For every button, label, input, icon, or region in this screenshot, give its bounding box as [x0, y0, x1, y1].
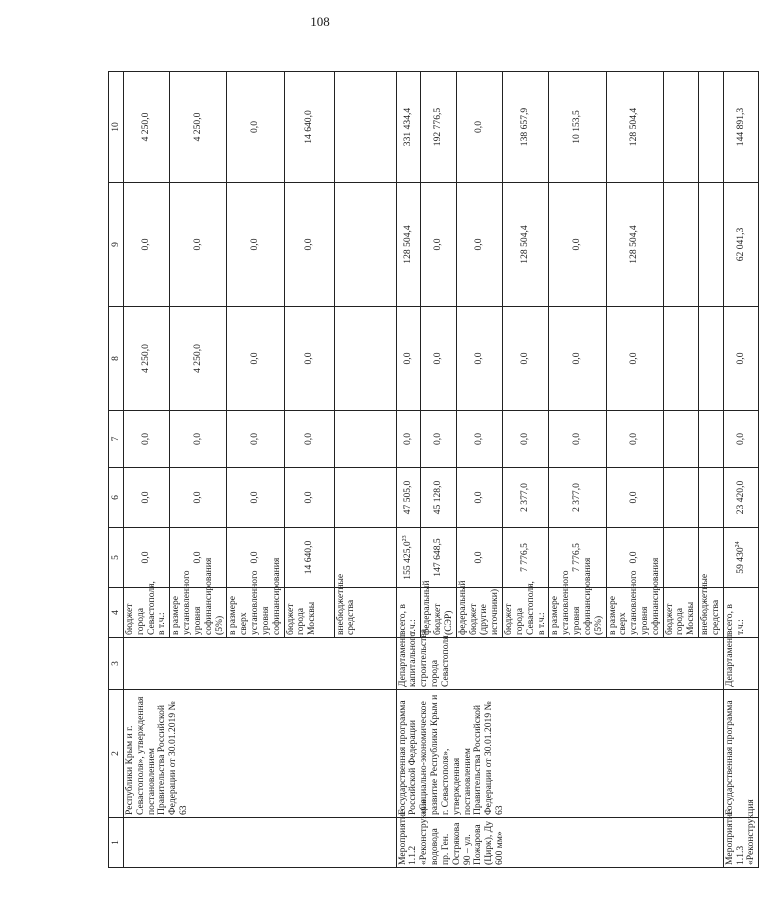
value-text: 128 504,4: [628, 225, 640, 264]
value-cell: [663, 468, 698, 528]
column-number-4: 4: [109, 588, 124, 638]
value-text: 128 504,4: [519, 225, 531, 264]
value-cell: [663, 307, 698, 411]
value-cell: [663, 183, 698, 307]
value-text: 144 891,3: [734, 107, 746, 147]
value-text: 0,0: [472, 551, 484, 564]
value-cell: [170, 528, 227, 588]
value-cell: [396, 183, 421, 307]
executor-cell: [124, 638, 397, 690]
value-text: 0,0: [302, 433, 314, 445]
value-text: 45 128,0: [432, 480, 444, 515]
value-text: 0,0: [402, 433, 413, 445]
value-text: 0,0: [140, 491, 152, 504]
funding-source-cell: всего, в т.ч.:: [723, 588, 758, 638]
value-text: 14 640,0: [302, 110, 314, 144]
value-cell: [503, 307, 549, 411]
value-cell: [503, 411, 549, 468]
value-text: 0,0: [249, 433, 261, 445]
value-cell: [227, 411, 284, 468]
value-text: 0,0: [302, 238, 314, 251]
value-text: 0,0: [734, 352, 746, 365]
funding-source-cell: федеральный бюджет (СЭР): [421, 588, 456, 638]
value-cell: [606, 307, 663, 411]
value-text: 0,0: [628, 551, 640, 564]
value-cell: [549, 528, 606, 588]
value-cell: [723, 411, 758, 468]
value-text: 155 425,0: [402, 541, 414, 580]
value-cell: [396, 528, 421, 588]
value-cell: [606, 183, 663, 307]
value-cell: [334, 307, 396, 411]
funding-source-cell: внебюджетные средства: [699, 588, 724, 638]
value-cell: [227, 183, 284, 307]
value-text: 0,0: [191, 551, 203, 564]
value-cell: [334, 72, 396, 183]
value-text: 331 434,4: [402, 107, 413, 147]
value-cell: [170, 183, 227, 307]
funding-source-cell: в размере установленного уровня софинансирования (5%): [549, 588, 606, 638]
value-cell: [124, 72, 170, 183]
value-text: 14 640,0: [302, 540, 314, 575]
funding-source-cell: в размере сверх установленного уровня софинансирования: [606, 588, 663, 638]
budget-table: [108, 71, 759, 868]
value-text: 0,0: [472, 352, 484, 365]
value-text: 0,0: [191, 433, 203, 445]
rotated-table-container: [108, 72, 757, 868]
value-cell: [503, 183, 549, 307]
value-cell: [284, 183, 334, 307]
value-cell: [699, 468, 724, 528]
value-cell: [124, 528, 170, 588]
value-text: 0,0: [519, 352, 531, 365]
value-text: 4 250,0: [140, 344, 152, 373]
value-cell: [456, 528, 502, 588]
value-text: 0,0: [628, 433, 640, 445]
page-number: 108: [310, 14, 330, 29]
funding-source-cell: в размере сверх установленного уровня софинансирования: [227, 588, 284, 638]
table-row: [124, 72, 170, 868]
value-cell: [124, 468, 170, 528]
funding-source-cell: внебюджетные средства: [334, 588, 396, 638]
funding-source-cell: бюджет города Севастополя, в т.ч.:: [124, 588, 170, 638]
value-cell: [170, 307, 227, 411]
value-text: 0,0: [734, 433, 746, 445]
value-cell: [170, 72, 227, 183]
value-text: 0,0: [472, 433, 484, 445]
column-number-2: 2: [109, 690, 124, 818]
value-text: 0,0: [140, 433, 152, 445]
value-cell: [421, 307, 456, 411]
value-text: 0,0: [140, 238, 152, 251]
value-text: 0,0: [571, 433, 583, 445]
column-number-6: 6: [109, 468, 124, 528]
value-text: 62 041,3: [734, 227, 746, 262]
value-cell: [396, 468, 421, 528]
value-text: 10 153,5: [571, 110, 583, 144]
value-text: 0,0: [472, 121, 484, 133]
value-text: 4 250,0: [140, 112, 152, 142]
value-cell: [606, 468, 663, 528]
value-text: 0,0: [302, 352, 314, 365]
measure-cell: Мероприятие 1.1.3 «Реконструкция: [723, 818, 758, 868]
value-cell: [663, 72, 698, 183]
program-cell: Республики Крым и г. Севастополя», утвержденная постановлением Правительства Российской Федерации от 30.01.2019 № 63: [124, 690, 397, 818]
value-text: 47 505,0: [402, 480, 413, 515]
program-cell: Государственная программа Российской Федерации «Социально-экономическое развитие Республики Крым и г. Севастополя», утвержденная постановлением Правительства Российской Федерации от 30.01.2019 № 63: [396, 690, 723, 818]
value-cell: [663, 411, 698, 468]
value-cell: [396, 307, 421, 411]
funding-source-cell: бюджет города Севастополя, в т.ч.:: [503, 588, 549, 638]
value-text: 0,0: [302, 491, 314, 504]
value-text: 147 648,5: [432, 538, 444, 577]
value-text: 2 377,0: [519, 483, 531, 512]
value-text: 0,0: [432, 433, 444, 445]
value-cell: [284, 468, 334, 528]
value-text: 0,0: [249, 121, 261, 133]
column-number-3: 3: [109, 638, 124, 690]
value-cell: [549, 183, 606, 307]
funding-source-cell: в размере установленного уровня софинансирования (5%): [170, 588, 227, 638]
value-cell: [606, 411, 663, 468]
value-cell: [421, 528, 456, 588]
value-cell: [396, 72, 421, 183]
value-text: 0,0: [432, 238, 444, 251]
executor-cell: Департамент капитального строительства города Севастополя: [396, 638, 723, 690]
value-text: 0,0: [571, 238, 583, 251]
value-text: 0,0: [402, 352, 413, 365]
table-row: [723, 72, 758, 868]
value-cell: [334, 468, 396, 528]
value-cell: [227, 307, 284, 411]
value-cell: [549, 307, 606, 411]
value-cell: [723, 183, 758, 307]
measure-cell: [124, 818, 397, 868]
value-cell: [124, 307, 170, 411]
funding-source-cell: бюджет города Москвы: [284, 588, 334, 638]
value-text: 59 430: [735, 547, 747, 574]
value-cell: [170, 411, 227, 468]
value-cell: [456, 183, 502, 307]
value-text: 138 657,9: [519, 107, 531, 147]
column-number-7: 7: [109, 411, 124, 468]
value-text: 0,0: [472, 491, 484, 504]
value-cell: [456, 307, 502, 411]
value-text: 0,0: [628, 491, 640, 504]
funding-source-cell: всего, в т.ч.:: [396, 588, 421, 638]
value-cell: [456, 411, 502, 468]
funding-source-cell: федеральный бюджет (другие источники): [456, 588, 502, 638]
value-cell: [284, 72, 334, 183]
value-cell: [284, 307, 334, 411]
value-cell: [723, 72, 758, 183]
header-row: [109, 72, 124, 868]
value-cell: [227, 468, 284, 528]
value-cell: [723, 468, 758, 528]
value-cell: [284, 411, 334, 468]
value-cell: [227, 72, 284, 183]
value-cell: [334, 183, 396, 307]
value-cell: [699, 307, 724, 411]
measure-cell: Мероприятие 1.1.2 «Реконструкция водовода пр. Ген. Острякова 90 – ул. Пожарова (Цирк), Ду 600 мм»: [396, 818, 723, 868]
value-cell: [456, 72, 502, 183]
value-cell: [606, 72, 663, 183]
column-number-10: 10: [109, 72, 124, 183]
value-cell: [421, 468, 456, 528]
value-text: 23 420,0: [734, 480, 746, 515]
value-text: 128 504,4: [402, 225, 413, 264]
value-text: 0,0: [628, 352, 640, 365]
value-cell: [699, 72, 724, 183]
program-cell: Государственная программа: [723, 690, 758, 818]
value-text: 128 504,4: [628, 107, 640, 147]
value-text: 7 776,5: [571, 543, 583, 572]
column-number-8: 8: [109, 307, 124, 411]
value-cell: [421, 411, 456, 468]
value-text: 0,0: [249, 491, 261, 504]
value-text: 0,0: [472, 238, 484, 251]
value-cell: [549, 468, 606, 528]
value-cell: [503, 72, 549, 183]
value-cell: [284, 528, 334, 588]
value-text: 0,0: [519, 433, 531, 445]
value-text: 0,0: [571, 352, 583, 365]
funding-source-cell: бюджет города Москвы: [663, 588, 698, 638]
column-number-9: 9: [109, 183, 124, 307]
value-cell: [396, 411, 421, 468]
table-row: [396, 72, 421, 868]
value-text: 2 377,0: [571, 483, 583, 512]
value-cell: [699, 183, 724, 307]
value-cell: [723, 307, 758, 411]
value-text: 0,0: [432, 352, 444, 365]
value-text: 7 776,5: [519, 543, 531, 572]
executor-cell: Департамент: [723, 638, 758, 690]
value-cell: [699, 411, 724, 468]
value-cell: [723, 528, 758, 588]
value-cell: [549, 411, 606, 468]
value-text: 192 776,5: [432, 107, 444, 147]
value-cell: [456, 468, 502, 528]
value-cell: [421, 72, 456, 183]
value-cell: [549, 72, 606, 183]
value-text: 0,0: [249, 352, 261, 365]
value-cell: [663, 528, 698, 588]
value-text: 0,0: [140, 551, 152, 564]
column-number-5: 5: [109, 528, 124, 588]
value-cell: [334, 411, 396, 468]
value-cell: [503, 528, 549, 588]
value-cell: [124, 183, 170, 307]
value-text: 4 250,0: [191, 112, 203, 142]
value-text: 0,0: [249, 238, 261, 251]
footnote-marker: 23: [402, 535, 409, 542]
value-text: 0,0: [191, 491, 203, 504]
value-cell: [503, 468, 549, 528]
value-text: 0,0: [191, 238, 203, 251]
value-cell: [421, 183, 456, 307]
value-cell: [170, 468, 227, 528]
footnote-marker: 24: [735, 541, 742, 548]
value-text: 4 250,0: [191, 344, 203, 373]
column-number-1: 1: [109, 818, 124, 868]
value-text: 0,0: [249, 551, 261, 564]
value-cell: [124, 411, 170, 468]
